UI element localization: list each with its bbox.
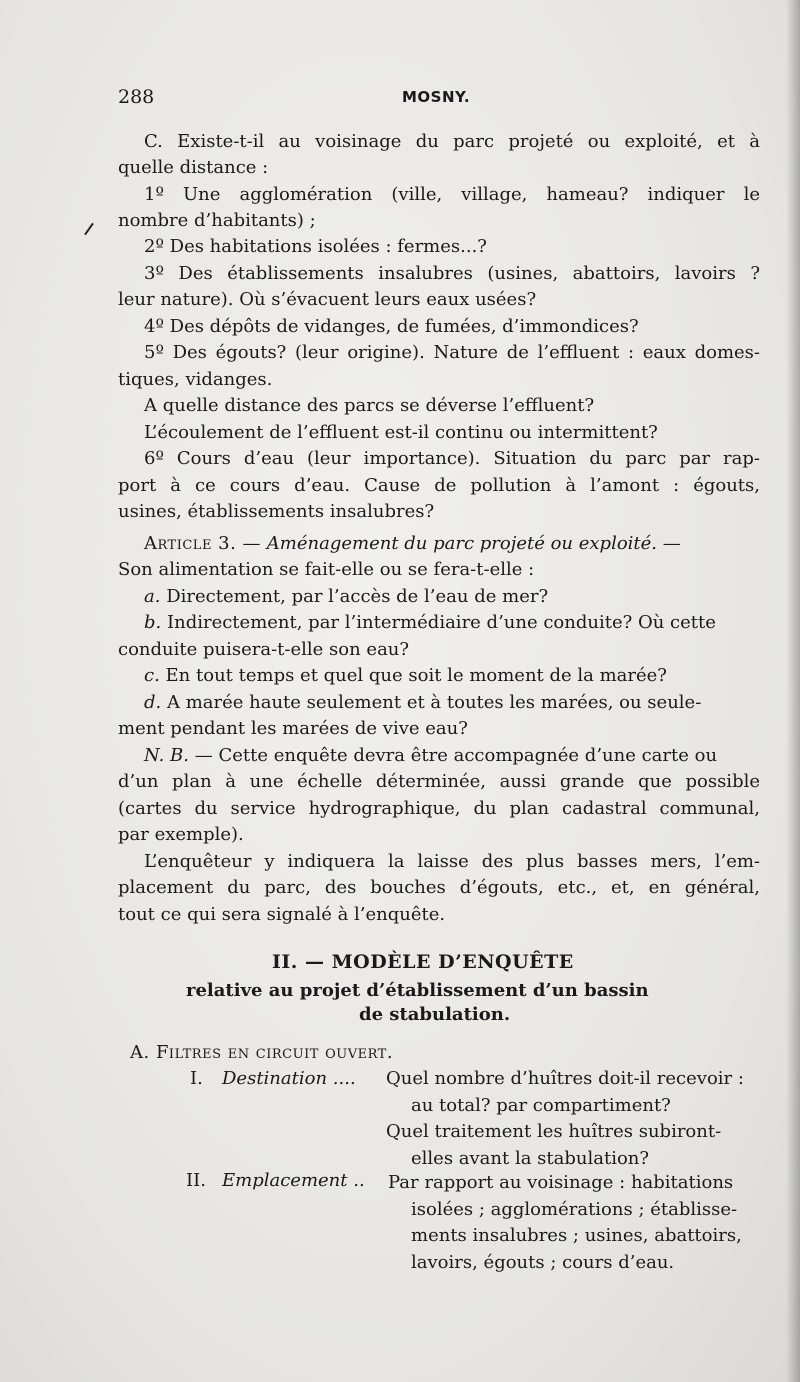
text-line: d. A marée haute seulement et à toutes les marées, ou seule- — [144, 692, 702, 713]
item-text: lavoirs, égouts ; cours d’eau. — [411, 1252, 675, 1273]
section-subtitle-line: de stabulation. — [359, 1004, 511, 1025]
section-subtitle-line: relative au projet d’établissement d’un bassin — [186, 980, 649, 1001]
item-text: Par rapport au voisinage : habitations — [388, 1172, 734, 1193]
item-label: I. — [190, 1068, 203, 1089]
text-line: 2º Des habitations isolées : fermes...? — [144, 236, 487, 257]
text-line: par exemple). — [118, 824, 244, 845]
item-term: Emplacement .. — [222, 1170, 365, 1191]
text-line: N. B. — Cette enquête devra être accompagnée d’une carte ou — [144, 745, 718, 766]
text-line: A quelle distance des parcs se déverse l’effluent? — [144, 395, 595, 416]
article-heading — [144, 531, 760, 557]
text-line: tiques, vidanges. — [118, 369, 273, 390]
text-line: port à ce cours d’eau. Cause de pollution à l’amont : égouts, — [118, 475, 760, 496]
text-line: ment pendant les marées de vive eau? — [118, 718, 468, 739]
item-text: Quel nombre d’huîtres doit-il recevoir : — [386, 1068, 744, 1089]
item-text: Quel traitement les huîtres subiront- — [386, 1121, 722, 1142]
running-head: MOSNY. — [402, 88, 471, 106]
text-line: c. En tout temps et quel que soit le moment de la marée? — [144, 665, 667, 686]
subsection-heading: A. Filtres en circuit ouvert. — [130, 1042, 394, 1063]
text-line: 4º Des dépôts de vidanges, de fumées, d’immondices? — [144, 316, 639, 337]
item-text: isolées ; agglomérations ; établisse- — [411, 1199, 738, 1220]
text-line: conduite puisera-t-elle son eau? — [118, 639, 410, 660]
text-line: a. Directement, par l’accès de l’eau de mer? — [144, 586, 549, 607]
text-line: usines, établissements insalubres? — [118, 501, 435, 522]
section-title: II. — MODÈLE D’ENQUÊTE — [272, 951, 574, 973]
text-line: b. Indirectement, par l’intermédiaire d’une conduite? Où cette — [144, 612, 716, 633]
text-line: placement du parc, des bouches d’égouts, etc., et, en général, — [118, 877, 760, 898]
text-line: quelle distance : — [118, 157, 269, 178]
text-line: 3º Des établissements insalubres (usines, abattoirs, lavoirs ? — [144, 263, 760, 284]
text-line: Son alimentation se fait-elle ou se fera-t-elle : — [118, 559, 535, 580]
text-line: tout ce qui sera signalé à l’enquête. — [118, 904, 446, 925]
text-line: 6º Cours d’eau (leur importance). Situation du parc par rap- — [144, 448, 760, 469]
page-number: 288 — [118, 86, 155, 108]
text-line: L’écoulement de l’effluent est-il continu ou intermittent? — [144, 422, 658, 443]
text-line: 5º Des égouts? (leur origine). Nature de l’effluent : eaux domes- — [144, 342, 760, 363]
article-label: Article 3. — — [144, 533, 262, 554]
article-title: Aménagement du parc projeté ou exploité. — — [266, 533, 681, 554]
text-line: L’enquêteur y indiquera la laisse des plus basses mers, l’em- — [144, 851, 760, 872]
text-line: (cartes du service hydrographique, du plan cadastral communal, — [118, 798, 760, 819]
text-line: nombre d’habitants) ; — [118, 210, 316, 231]
text-line: 1º Une agglomération (ville, village, hameau? indiquer le — [144, 184, 760, 205]
item-text: elles avant la stabulation? — [411, 1148, 650, 1169]
item-text: au total? par compartiment? — [411, 1095, 671, 1116]
item-term: Destination .... — [222, 1068, 356, 1089]
text-line: leur nature). Où s’évacuent leurs eaux usées? — [118, 289, 537, 310]
item-label: II. — [186, 1170, 206, 1191]
item-text: ments insalubres ; usines, abattoirs, — [411, 1225, 742, 1246]
text-line: d’un plan à une échelle déterminée, aussi grande que possible — [118, 771, 760, 792]
text-line: C. Existe-t-il au voisinage du parc projeté ou exploité, et à — [144, 131, 760, 152]
